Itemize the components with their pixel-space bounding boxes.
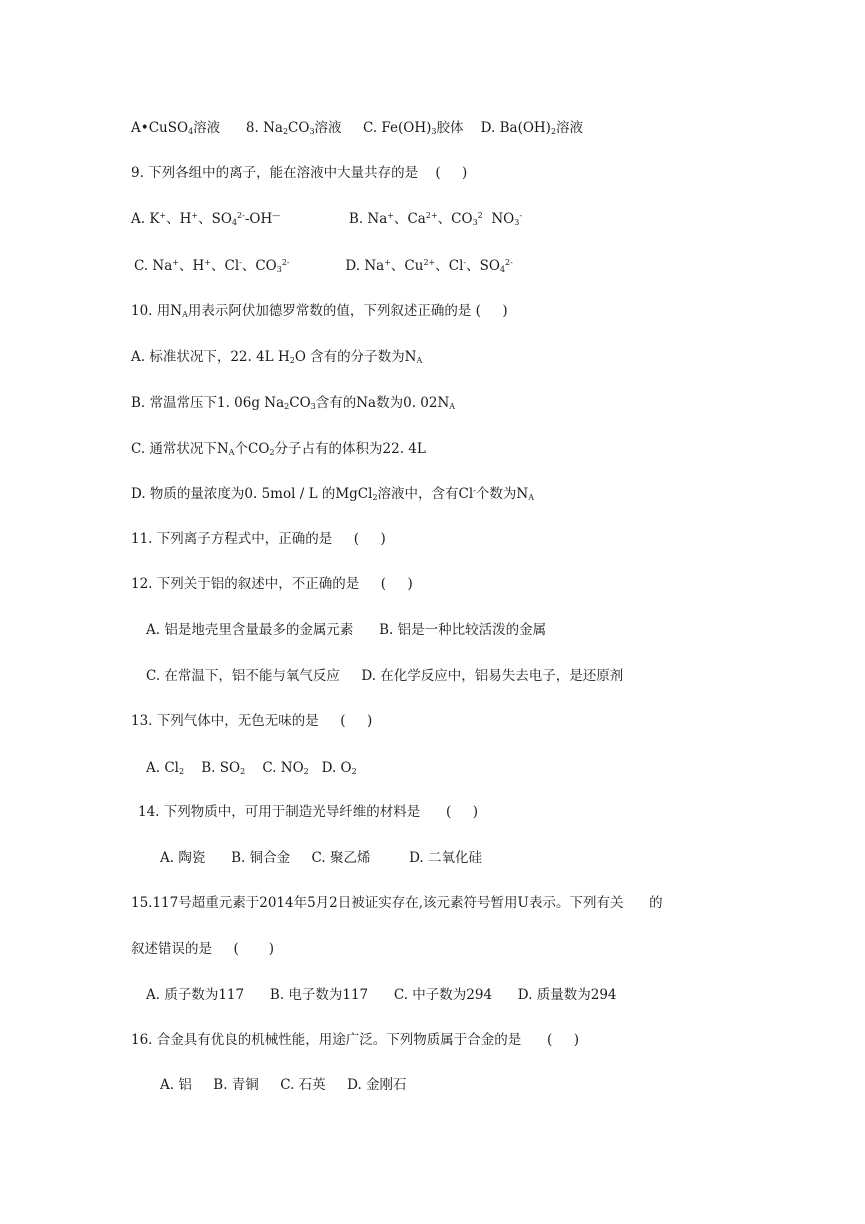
text-line-q12-cd (146, 666, 623, 686)
subscript: 2 (372, 493, 378, 502)
text-segment: 分子占有的体积为22. 4L (274, 441, 426, 457)
text-segment: 、SO (466, 258, 500, 274)
text-segment: 、H (179, 258, 205, 274)
superscript: + (384, 258, 391, 267)
text-segment: A•CuSO (131, 120, 189, 136)
subscript: 3 (431, 127, 437, 136)
text-segment: -OH (244, 211, 273, 227)
superscript: + (159, 211, 167, 220)
text-segment: 、SO (198, 211, 232, 227)
text-segment: A. 质子数为117 B. 电子数为117 C. 中子数为294 D. 质量数为294 (146, 987, 617, 1003)
text-segment: NO (482, 211, 515, 227)
subscript: A (528, 493, 534, 502)
text-line-q12-ab (146, 620, 546, 640)
text-segment: D. O (308, 760, 352, 776)
text-line-q15-options (146, 985, 617, 1005)
text-line-q11 (131, 529, 386, 549)
text-segment: 个数为N (475, 486, 529, 502)
superscript: - (519, 211, 523, 220)
text-segment: CO (288, 120, 310, 136)
text-segment: 溶液 C. Fe(OH) (314, 120, 432, 136)
superscript: + (204, 258, 211, 267)
text-segment: C. 通常状况下N (131, 441, 229, 457)
text-segment: B. 常温常压下1. 06g Na (131, 395, 285, 411)
text-segment: 溶液 (556, 120, 584, 136)
text-line-q16-options (160, 1075, 407, 1095)
text-line-q14-options (160, 848, 482, 868)
text-line-q10 (131, 301, 508, 321)
text-segment: A. Cl (146, 760, 179, 776)
subscript: 4 (231, 218, 238, 227)
subscript: 2 (240, 767, 246, 776)
text-segment: C. 在常温下，铝不能与氧气反应 D. 在化学反应中，铝易失去电子，是还原剂 (146, 668, 624, 684)
text-line-q10-b (131, 393, 455, 413)
subscript: 2 (289, 356, 295, 365)
text-segment: A. K (131, 211, 160, 227)
subscript: 3 (309, 127, 315, 136)
text-line-q9-ab (131, 209, 522, 229)
text-segment: 、Cl (210, 258, 240, 274)
text-segment: 11. 下列离子方程式中，正确的是 ( ) (131, 531, 386, 547)
text-segment: 胶体 D. Ba(OH) (436, 120, 551, 136)
text-segment: 13. 下列气体中，无色无味的是 ( ) (131, 713, 373, 729)
text-segment: 、Ca (393, 211, 426, 227)
subscript: 3 (276, 265, 282, 274)
text-line-q16 (131, 1030, 579, 1050)
text-segment: 个CO (234, 441, 270, 457)
text-segment: A. 铝 B. 青铜 C. 石英 D. 金刚石 (160, 1077, 407, 1093)
text-segment: CO (289, 395, 311, 411)
superscript: - (463, 258, 467, 267)
subscript: 3 (514, 218, 520, 227)
subscript: 2 (351, 767, 357, 776)
subscript: A (449, 402, 456, 411)
text-segment: 、Cl (435, 258, 464, 274)
superscript: + (191, 211, 199, 220)
text-segment: B. SO (184, 760, 241, 776)
text-segment: 、H (166, 211, 192, 227)
text-segment: 14. 下列物质中，可用于制造光导纤维的材料是 ( ) (138, 804, 478, 820)
text-segment: 、Cu (390, 258, 424, 274)
text-line-q14 (138, 802, 478, 822)
text-segment: C. NO (245, 760, 304, 776)
superscript: 2- (237, 211, 245, 220)
text-segment: 、CO (437, 211, 473, 227)
subscript: 2 (284, 402, 290, 411)
text-line-q13 (131, 711, 372, 731)
text-segment: 15.117号超重元素于2014年5月2日被证实存在,该元素符号暂用U表示。下列有关 的 (131, 895, 663, 911)
text-segment: C. Na (134, 258, 173, 274)
text-segment: 10. 用N (131, 303, 183, 319)
superscript: + (172, 258, 179, 267)
subscript: 4 (499, 265, 506, 274)
text-segment: 用表示阿伏加德罗常数的值，下列叙述正确的是 ( ) (187, 303, 508, 319)
superscript: 2- (505, 258, 513, 267)
subscript: A (228, 448, 235, 457)
subscript: 2 (178, 767, 185, 776)
text-segment: 、CO (241, 258, 277, 274)
superscript: + (387, 211, 394, 220)
superscript: 2 (477, 211, 483, 220)
superscript: 2+ (425, 211, 438, 220)
text-segment: 9. 下列各组中的离子，能在溶液中大量共存的是 ( ) (131, 165, 468, 181)
text-line-q9 (131, 163, 467, 183)
subscript: 3 (472, 218, 478, 227)
text-segment: A. 标准状况下，22. 4L H (131, 349, 290, 365)
subscript: 3 (310, 402, 316, 411)
text-line-q15 (131, 893, 663, 913)
text-line-q10-d (131, 484, 534, 504)
text-segment: A. 铝是地壳里含量最多的金属元素 B. 铝是一种比较活泼的金属 (146, 622, 547, 638)
text-segment: A. 陶瓷 B. 铜合金 C. 聚乙烯 D. 二氧化硅 (160, 850, 483, 866)
subscript: A (182, 310, 188, 319)
text-segment: B. Na (280, 211, 388, 227)
text-segment: D. Na (289, 258, 385, 274)
text-segment: 12. 下列关于铝的叙述中，不正确的是 ( ) (131, 576, 413, 592)
text-line-q9-cd (134, 256, 513, 276)
text-segment: 溶液中，含有Cl (377, 486, 474, 502)
subscript: 4 (188, 127, 194, 136)
text-line-q10-c (131, 439, 426, 459)
subscript: 2 (303, 767, 309, 776)
subscript: 2 (550, 127, 557, 136)
subscript: 2 (269, 448, 275, 457)
superscript: — (272, 211, 281, 220)
superscript: 2+ (423, 258, 436, 267)
text-segment: 溶液 8. Na (193, 120, 283, 136)
superscript: - (473, 486, 476, 495)
text-segment: 叙述错误的是 ( ) (131, 941, 275, 957)
text-segment: O 含有的分子数为N (294, 349, 417, 365)
superscript: - (239, 258, 242, 267)
text-line-q12 (131, 574, 413, 594)
text-segment: 含有的Na数为0. 02N (315, 395, 450, 411)
superscript: 2- (281, 258, 290, 267)
text-segment: 16. 合金具有优良的机械性能，用途广泛。下列物质属于合金的是 ( ) (131, 1032, 579, 1048)
subscript: A (416, 356, 423, 365)
text-segment: D. 物质的量浓度为0. 5mol / L 的MgCl (131, 486, 373, 502)
text-line-q8-options (131, 118, 583, 138)
subscript: 2 (282, 127, 289, 136)
text-line-q13-options (146, 758, 357, 778)
text-line-q10-a (131, 347, 422, 367)
text-line-q15-cont (131, 939, 274, 959)
